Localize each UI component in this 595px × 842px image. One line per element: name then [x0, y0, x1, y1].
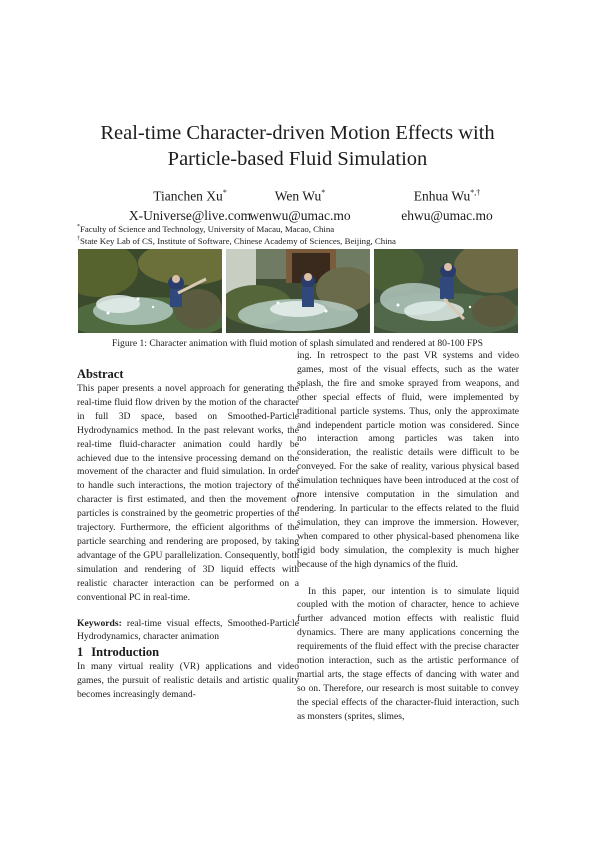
intro-paragraph-2: In this paper, our intention is to simulate liquid coupled with the motion of character, hence to achieve further advanced motion effects with realistic fluid dynamics. There are many applications concerning the requirements of the fluid effect with the precise character motion interaction, such as the artistic performance of martial arts, the stage effects of dancing with water and so on. Therefore, our research is most suitable to convey the special effects of the character-fluid interaction, such as monsters (sprites, slimes,	[297, 585, 519, 722]
author-mark: *,†	[470, 188, 481, 197]
right-column	[297, 349, 519, 724]
affiliation-text: Faculty of Science and Technology, University of Macau, Macao, China	[80, 223, 335, 234]
keywords-text: real-time visual effects, Smoothed-Particle Hydrodynamics, character animation	[77, 617, 299, 643]
author-name: Wen Wu	[274, 188, 322, 204]
section-number: 1	[77, 645, 84, 660]
author-email[interactable]: X-Universe@live.com	[128, 207, 252, 223]
section-heading-introduction	[77, 644, 299, 660]
author-email[interactable]: wenwu@umac.mo	[249, 207, 351, 223]
affiliation-mark: †	[77, 236, 80, 242]
figure-image-1	[78, 249, 222, 333]
abstract-text: This paper presents a novel approach for generating the real-time fluid flow driven by the motion of the character in full 3D space, based on Smoothed-Particle Hydrodynamics method. In the past relevant works, the real-time fluid-character animation could hardly be achieved due to the intensive processing demand on the movement of the character and fluid simulation. In order to handle such interactions, the motion trajectory of the character is first estimated, and then the movement of particles is constrained by the geometric properties of the trajectory. Furthermore, the efficient algorithms of the particle searching and rendering are proposed, by taking advantage of the GPU parallelization. Consequently, both simulation and rendering of 3D liquid effects with realistic character interaction can be performed on a conventional PC in real-time.	[77, 383, 299, 603]
abstract-heading: Abstract	[77, 367, 124, 381]
keywords	[77, 617, 299, 645]
title-line-2: Particle-based Fluid Simulation	[167, 148, 428, 170]
title-line-1: Real-time Character-driven Motion Effects with	[100, 122, 495, 144]
keywords-label: Keywords:	[77, 617, 122, 629]
figure-image-3	[374, 249, 518, 333]
affiliation-mark: *	[77, 224, 80, 230]
author-mark: *	[321, 188, 326, 197]
section-title: Introduction	[91, 645, 160, 660]
affiliation-2	[77, 233, 537, 247]
intro-paragraph-1-cont: ing. In retrospect to the past VR systems and video games, most of the visual effects, such as the water splash, the fire and smoke sprayed from weapons, and other special effects of fluid, were implemented by traditional particle systems. Thus, only the approximate and independent particle motion was considered. Since no interaction among particles was taken into consideration, the realistic details were difficult to be conveyed. For the sake of reality, various physical based simulation techniques have been introduced at the cost of more intensive computation in the simulation and rendering. In particular to the effects related to the fluid simulation, they can improve the immersion. However, when compared to other physical-based phenomena like rigid body simulation, the complexity is much higher because of the high dynamics of the fluid.	[297, 350, 519, 570]
left-column	[77, 366, 299, 702]
author-3	[352, 183, 542, 225]
author-mark: *	[222, 188, 227, 197]
affiliation-text: State Key Lab of CS, Institute of Software, Chinese Academy of Sciences, Beijing, China	[80, 235, 396, 246]
author-email[interactable]: ehwu@umac.mo	[401, 207, 493, 223]
author-name: Enhua Wu	[413, 188, 471, 204]
figure-1	[78, 249, 518, 333]
figure-caption: Figure 1: Character animation with fluid motion of splash simulated and rendered at 80-100 FPS	[112, 338, 483, 349]
author-name: Tianchen Xu	[153, 188, 223, 204]
figure-image-2	[226, 249, 370, 333]
intro-paragraph-1-start: In many virtual reality (VR) applications and video games, the pursuit of realistic details and artistic quality becomes increasingly demand-	[77, 661, 299, 701]
paper-title	[40, 120, 555, 172]
